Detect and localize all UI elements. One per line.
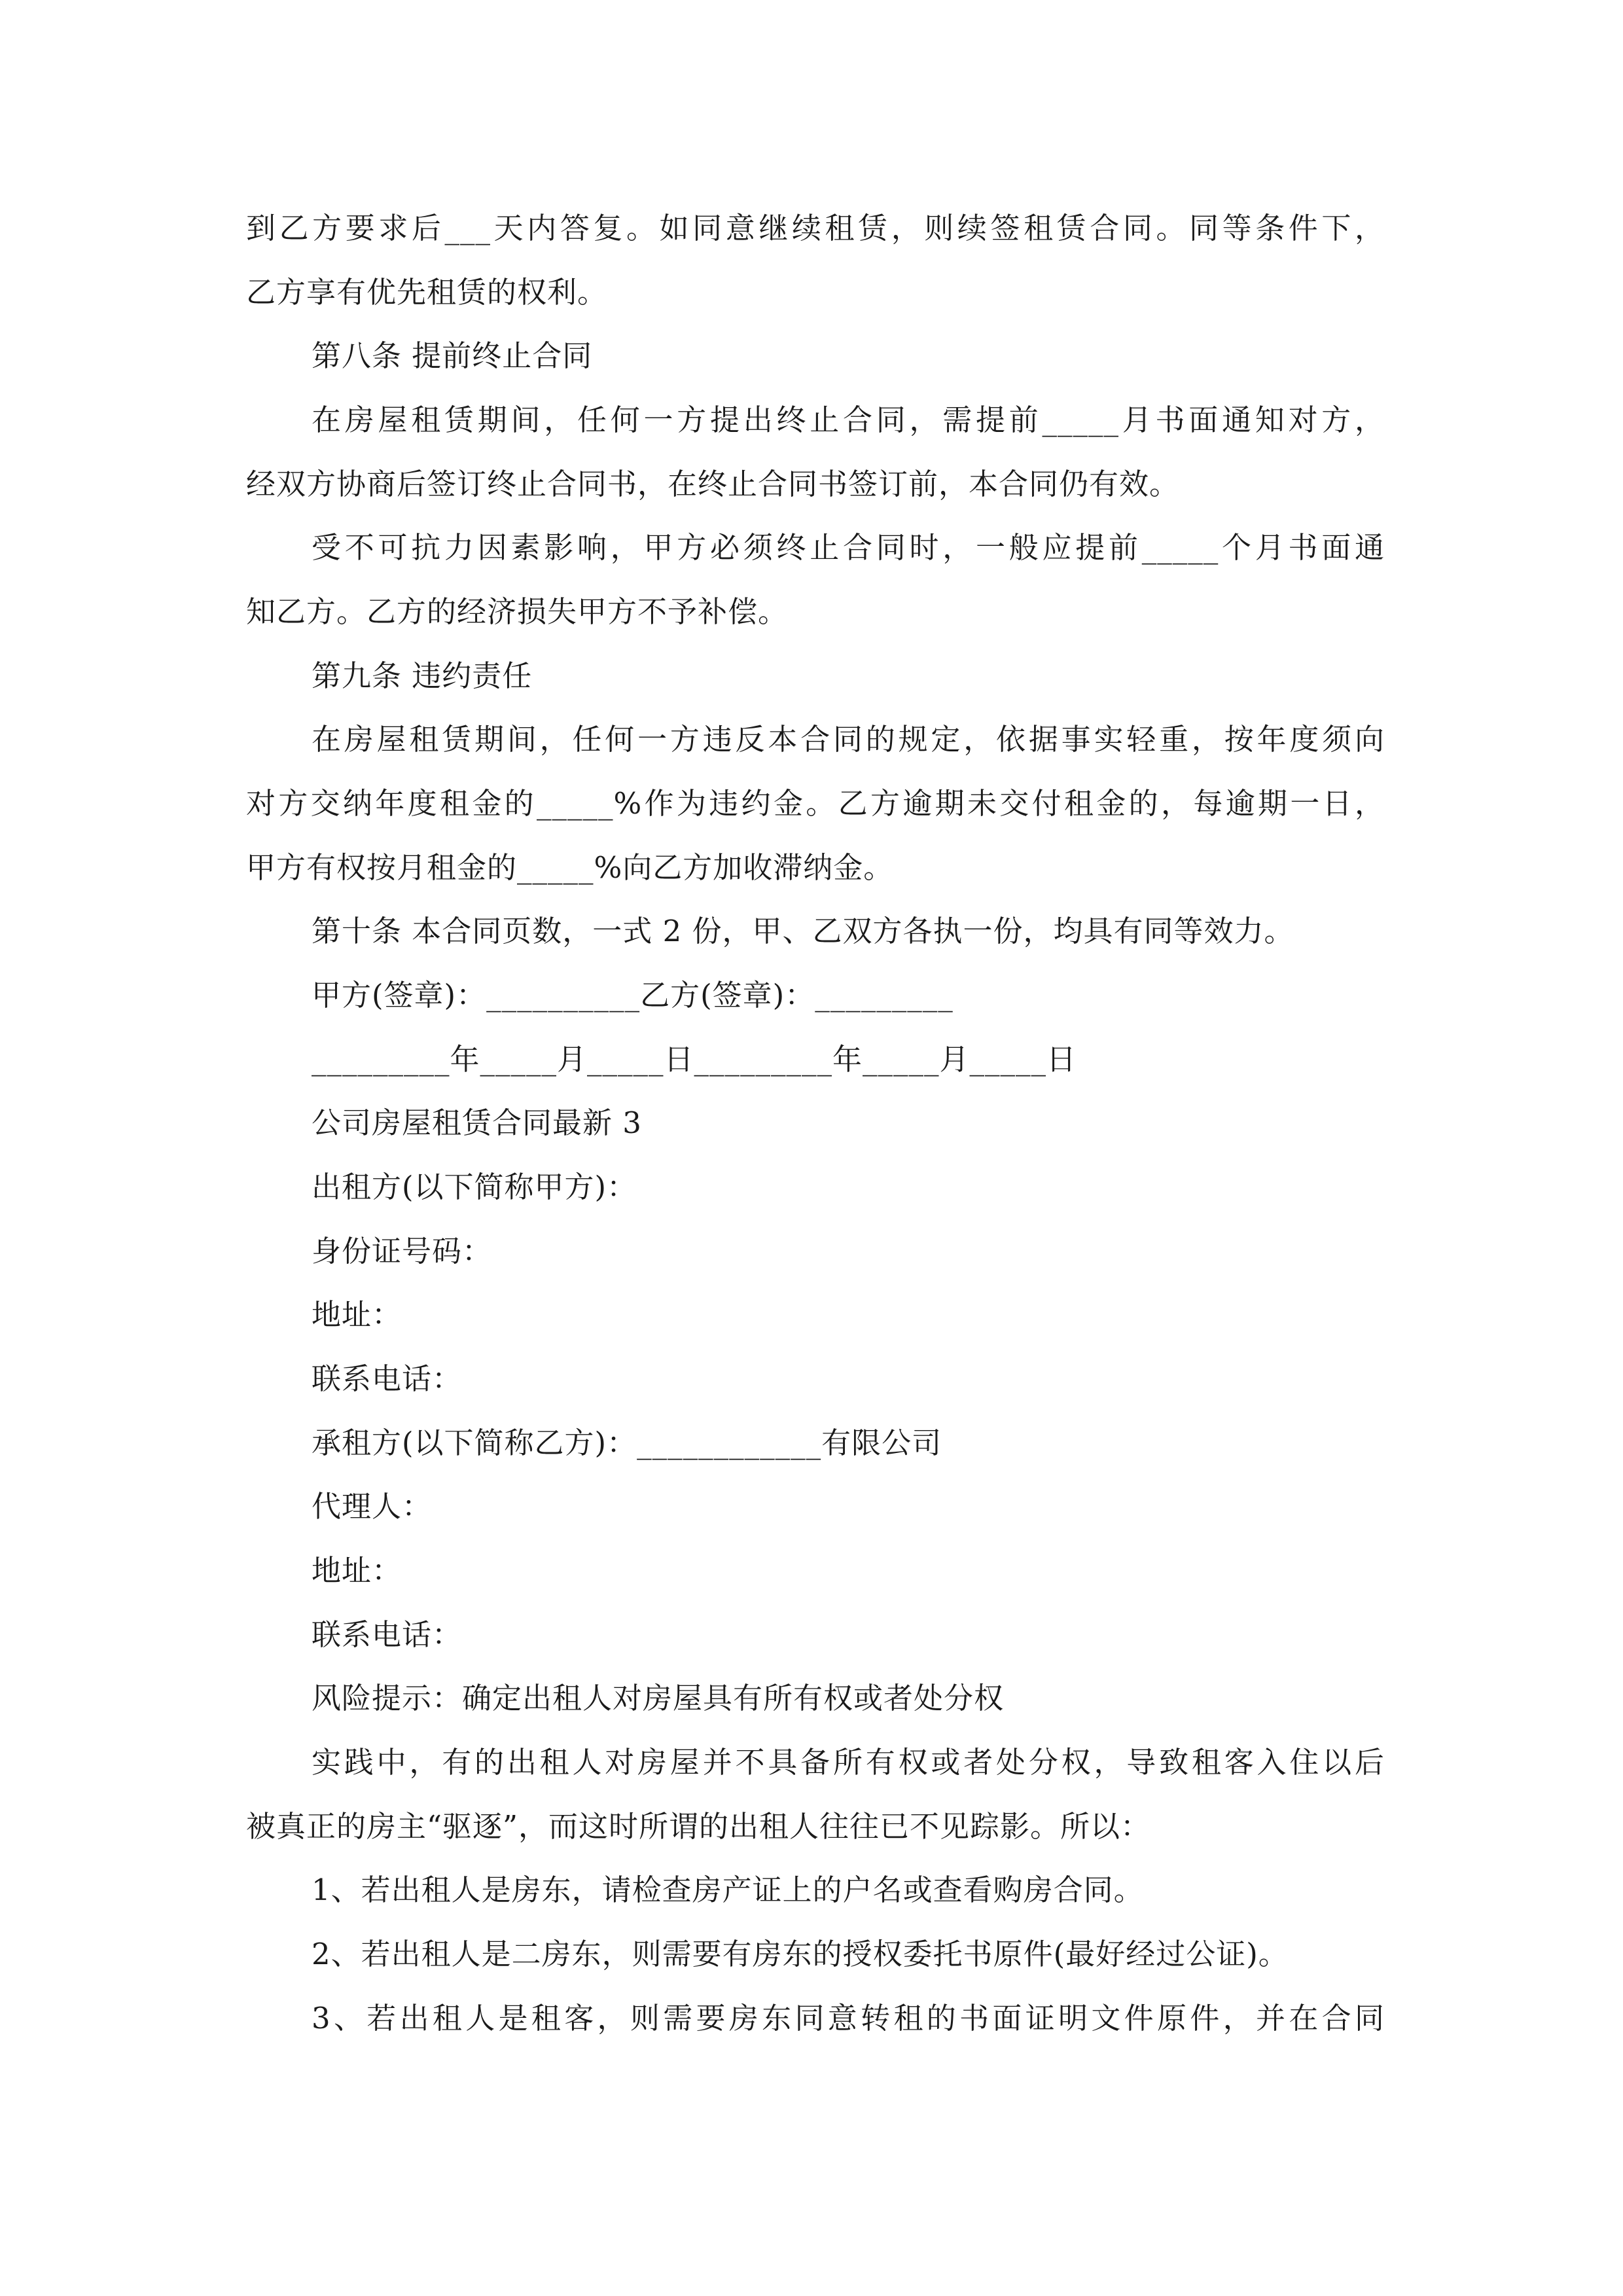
text-line: 被真正的房主“驱逐”，而这时所谓的出租人往往已不见踪影。所以：	[246, 1809, 1151, 1844]
text-line: 对方交纳年度租金的_____%作为违约金。乙方逾期未交付租金的，每逾期一日，	[246, 786, 1385, 821]
text-line: 联系电话：	[312, 1617, 463, 1652]
text-line: 乙方享有优先租赁的权利。	[246, 275, 608, 310]
text-line: 知乙方。乙方的经济损失甲方不予补偿。	[246, 594, 789, 629]
text-line: 到乙方要求后___天内答复。如同意继续租赁，则续签租赁合同。同等条件下，	[246, 211, 1385, 245]
text-line: 在房屋租赁期间，任何一方提出终止合同，需提前_____月书面通知对方，	[312, 403, 1385, 437]
list-item: 3、若出租人是租客，则需要房东同意转租的书面证明文件原件，并在合同	[312, 2001, 1385, 2036]
contract-title: 公司房屋租赁合同最新 3	[312, 1105, 642, 1140]
list-item: 1、若出租人是房东，请检查房产证上的户名或查看购房合同。	[312, 1873, 1144, 1907]
text-line: 联系电话：	[312, 1361, 463, 1396]
text-line: 身份证号码：	[312, 1234, 493, 1268]
text-line: 实践中，有的出租人对房屋并不具备所有权或者处分权，导致租客入住以后	[312, 1745, 1385, 1780]
section-heading: 第九条 违约责任	[312, 658, 533, 693]
text-line: 地址：	[312, 1553, 402, 1588]
list-item: 2、若出租人是二房东，则需要有房东的授权委托书原件(最好经过公证)。	[312, 1937, 1289, 1971]
section-heading: 第八条 提前终止合同	[312, 338, 593, 373]
text-line: 甲方有权按月租金的_____%向乙方加收滞纳金。	[246, 850, 894, 885]
text-line: 承租方(以下简称乙方)：____________有限公司	[312, 1426, 942, 1460]
text-line: 经双方协商后签订终止合同书，在终止合同书签订前，本合同仍有效。	[246, 467, 1180, 501]
text-line: 代理人：	[312, 1489, 433, 1524]
text-line: 地址：	[312, 1297, 402, 1332]
risk-tip: 风险提示：确定出租人对房屋具有所有权或者处分权	[312, 1681, 1005, 1715]
text-line: 出租方(以下简称甲方)：	[312, 1170, 637, 1204]
signature-line: 甲方(签章)：__________乙方(签章)：_________	[312, 978, 954, 1013]
date-line: _________年_____月_____日_________年_____月_____日	[312, 1042, 1077, 1077]
section-heading: 第十条 本合同页数，一式 2 份，甲、乙双方各执一份，均具有同等效力。	[312, 914, 1294, 948]
text-line: 在房屋租赁期间，任何一方违反本合同的规定，依据事实轻重，按年度须向	[312, 722, 1385, 757]
text-line: 受不可抗力因素影响，甲方必须终止合同时，一般应提前_____个月书面通	[312, 530, 1385, 565]
